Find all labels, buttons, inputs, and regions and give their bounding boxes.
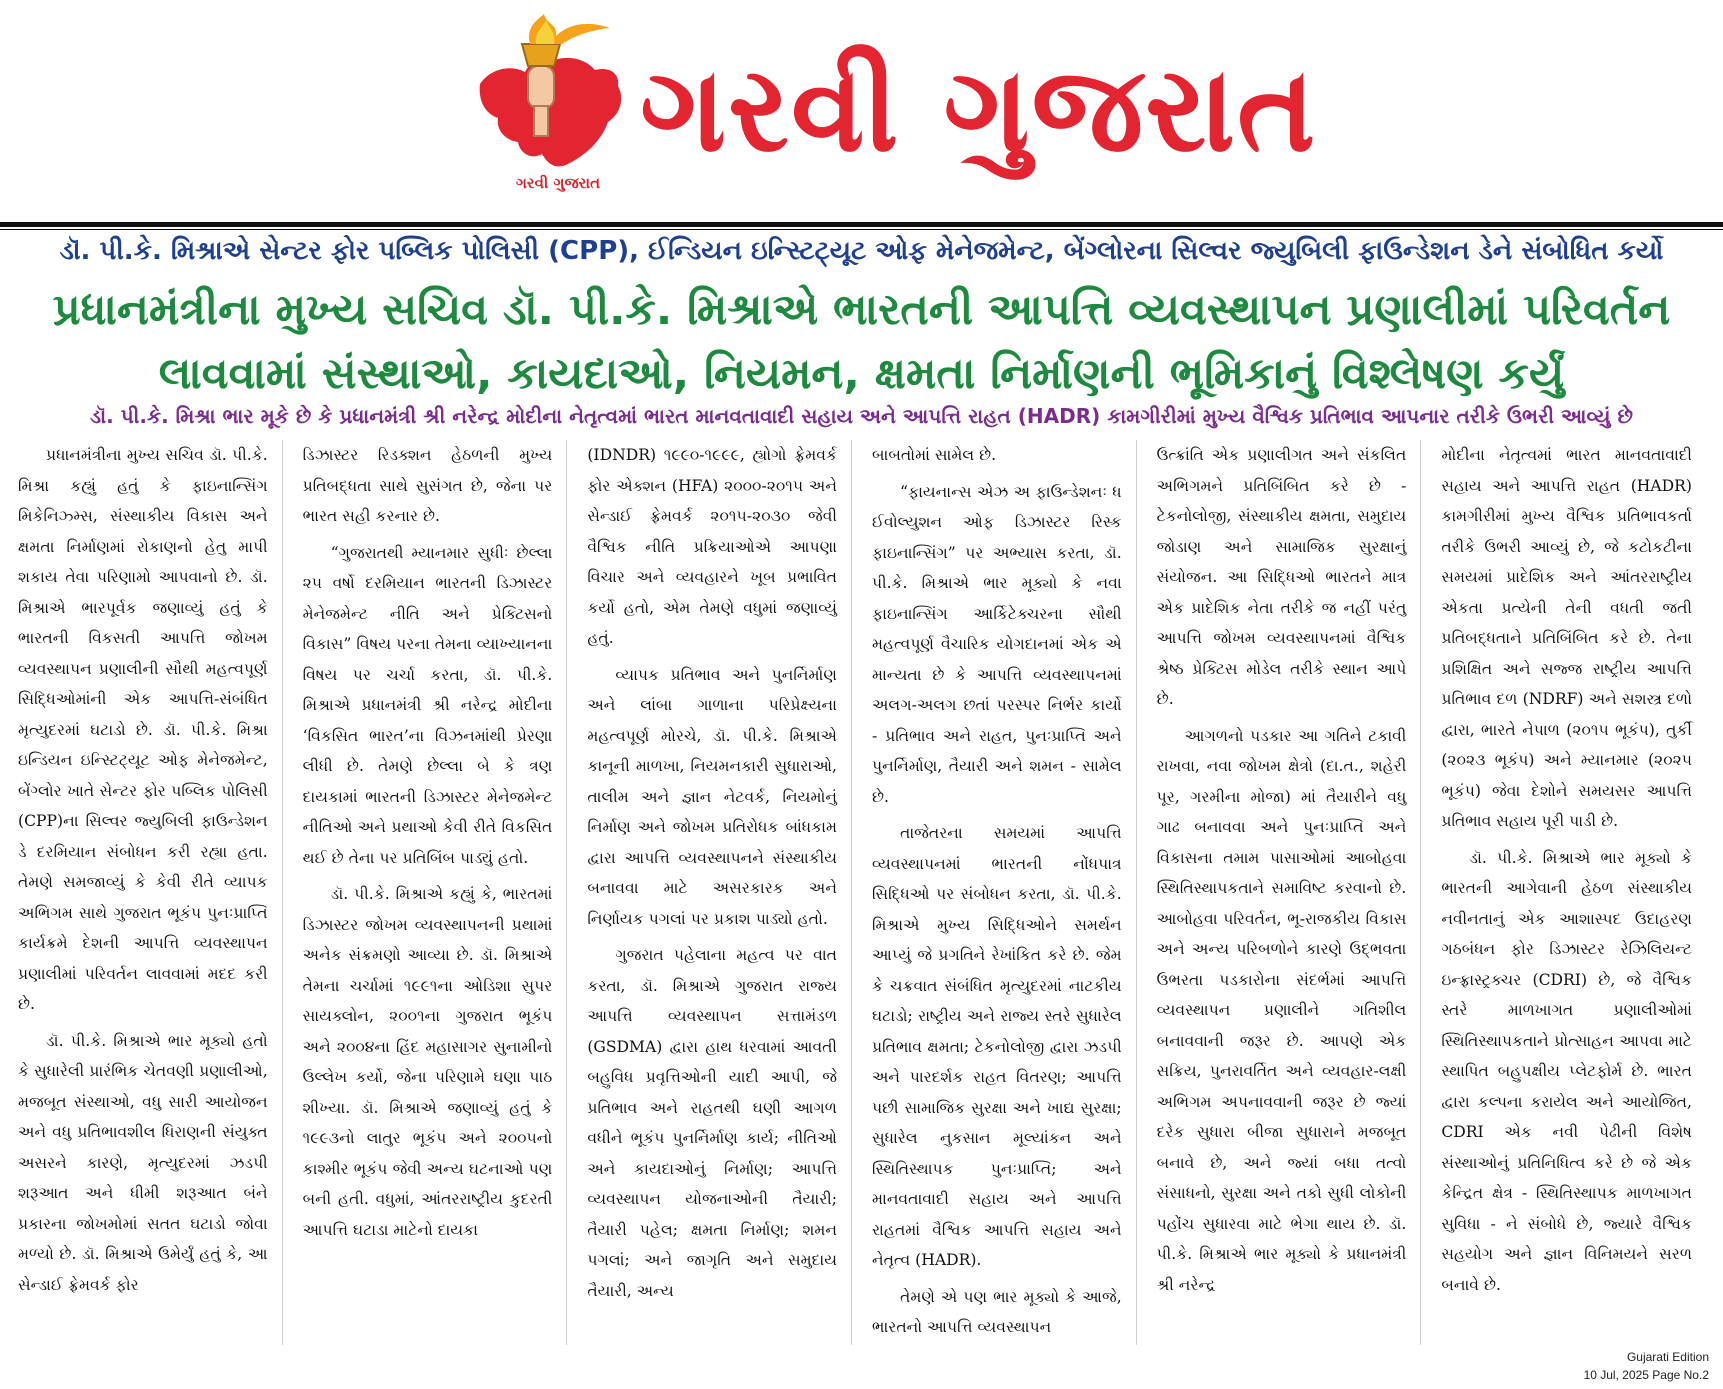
paragraph: બાબતોમાં સામેલ છે.: [871, 446, 997, 464]
article-body: [18, 440, 1706, 1345]
paragraph: (IDNDR) ૧૯૯૦-૧૯૯૯, હ્યોગો ફ્રેમવર્ક ફોર એક્શન (HFA) ૨૦૦૦-૨૦૧૫ અને સેન્ડાઈ ફ્રેમવર્ક ૨૦૧૫-૨૦૩૦ જેવી વૈશ્વિક નીતિ પ્રક્રિયાઓએ આપણા વિચાર અને વ્યવહારને ખૂબ પ્રભાવિત કર્યો હતો, એમ તેમણે વધુમાં જણાવ્યું હતું.: [587, 446, 837, 647]
body-column-4: [872, 440, 1137, 1345]
headline-line-1: પ્રધાનમંત્રીના મુખ્ય સચિવ ડૉ. પી.કે. મિશ્રાએ ભારતની આપત્તિ વ્યવસ્થાપન પ્રણાલીમાં પરિવર્તન: [52, 285, 1671, 335]
paragraph: તેમણે એ પણ ભાર મૂક્યો કે આજે, ભારતનો આપત્તિ વ્યવસ્થાપન: [871, 1287, 1122, 1336]
paragraph: “ફાયનાન્સ એઝ અ ફાઉન્ડેશનઃ ધ ઈવોલ્યુશન ઓફ ડિઝાસ્ટર રિસ્ક ફાઇનાન્સિંગ” પર અભ્યાસ કરતા, ડૉ. પી.કે. મિશ્રાએ ભાર મૂક્યો કે નવા ફાઇનાન્સિંગ આર્કિટેક્ચરના સૌથી મહત્વપૂર્ણ વૈચારિક યોગદાનમાં એક એ માન્યતા છે કે આપત્તિ વ્યવસ્થાપનમાં અલગ-અલગ છતાં પરસ્પર નિર્ભર કાર્યો - પ્રતિભાવ અને રાહત, પુનઃપ્રાપ્તિ અને પુનર્નિર્માણ, તૈયારી અને શમન - સામેલ છે.: [871, 482, 1122, 806]
logo-graphic: [470, 14, 630, 179]
paragraph: વ્યાપક પ્રતિભાવ અને પુનર્નિર્માણ અને લાંબા ગાળાના પરિપ્રેક્ષ્યના મહત્વપૂર્ણ મોરચે, ડૉ. પી.કે. મિશ્રાએ કાનૂની માળખા, નિયમનકારી સુધારાઓ, તાલીમ અને જ્ઞાન નેટવર્ક, નિયમોનું નિર્માણ અને જોખમ પ્રતિરોધક બાંધકામ દ્વારા આપત્તિ વ્યવસ્થાપનને સંસ્થાકીય બનાવવા માટે અસરકારક અને નિર્ણાયક પગલાં પર પ્રકાશ પાડ્યો હતો.: [587, 665, 837, 928]
body-column-2: [303, 440, 568, 1345]
masthead-title: ગરવી ગુજરાત: [640, 40, 1318, 178]
paragraph: ડૉ. પી.કે. મિશ્રાએ કહ્યું કે, ભારતમાં ડિઝાસ્ટર જોખમ વ્યવસ્થાપનની પ્રથામાં અનેક સંક્રમણો આવ્યા છે. ડૉ. મિશ્રાએ તેમના ચર્ચામાં ૧૯૯૧ના ઓડિશા સુપર સાયક્લોન, ૨૦૦૧ના ગુજરાત ભૂકંપ અને ૨૦૦૪ના હિંદ મહાસાગર સુનામીનો ઉલ્લેખ કર્યો, જેના પરિણામે ઘણા પાઠ શીખ્યા. ડૉ. મિશ્રાએ જણાવ્યું હતું કે ૧૯૯૩નો લાતુર ભૂકંપ અને ૨૦૦૫નો કાશ્મીર ભૂકંપ જેવી અન્ય ઘટનાઓ પણ બની હતી. વધુમાં, આંતરરાષ્ટ્રીય કુદરતી આપત્તિ ઘટાડા માટેનો દાયકા: [302, 885, 553, 1239]
masthead-rule-thin: [0, 229, 1723, 230]
paragraph: ડૉ. પી.કે. મિશ્રાએ ભાર મૂક્યો કે ભારતની આગેવાની હેઠળ સંસ્થાકીય નવીનતાનું એક આશાસ્પદ ઉદાહરણ ગઠબંધન ફોર ડિઝાસ્ટર રેઝિલિયન્ટ ઇન્ફ્રાસ્ટ્રક્ચર (CDRI) છે, જે વૈશ્વિક સ્તરે માળખાગત પ્રણાલીઓમાં સ્થિતિસ્થાપકતાને પ્રોત્સાહન આપવા માટે સ્થાપિત બહુપક્ષીય પ્લેટફોર્મ છે. ભારત દ્વારા કલ્પના કરાયેલ અને આયોજિત, CDRI એક નવી પેઢીની વિશેષ સંસ્થાઓનું પ્રતિનિધિત્વ કરે છે જે એક કેન્દ્રિત ક્ષેત્ર - સ્થિતિસ્થાપક માળખાગત સુવિધા - ને સંબોધે છે, જ્યારે વૈશ્વિક સહયોગ અને જ્ઞાન વિનિમયને સરળ બનાવે છે.: [1441, 848, 1692, 1294]
paragraph: ગુજરાત પહેલાના મહત્વ પર વાત કરતા, ડૉ. મિશ્રાએ ગુજરાત રાજ્ય આપત્તિ વ્યવસ્થાપન સત્તામંડળ (GSDMA) દ્વારા હાથ ધરવામાં આવતી બહુવિધ પ્રવૃત્તિઓની યાદી આપી, જે પ્રતિભાવ અને રાહતથી ઘણી આગળ વધીને ભૂકંપ પુનર્નિર્માણ કાર્ય; નીતિઓ અને કાયદાઓનું નિર્માણ; આપત્તિ વ્યવસ્થાપન યોજનાઓની તૈયારી; તૈયારી પહેલ; ક્ષમતા નિર્માણ; શમન પગલાં; અને જાગૃતિ અને સમુદાય તૈયારી, અન્ય: [587, 946, 837, 1300]
paragraph: મોદીના નેતૃત્વમાં ભારત માનવતાવાદી સહાય અને આપત્તિ રાહત (HADR) કામગીરીમાં મુખ્ય વૈશ્વિક પ્રતિભાવકર્તા તરીકે ઉભરી આવ્યું છે, જે કટોકટીના સમયમાં પ્રાદેશિક અને આંતરરાષ્ટ્રીય એકતા પ્રત્યેની તેની વધતી જતી પ્રતિબદ્ધતાને પ્રતિબિંબિત કરે છે. તેના પ્રશિક્ષિત અને સજ્જ રાષ્ટ્રીય આપત્તિ પ્રતિભાવ દળ (NDRF) અને સશસ્ત્ર દળો દ્વારા, ભારતે નેપાળ (૨૦૧૫ ભૂકંપ), તુર્કી (૨૦૨૩ ભૂકંપ) અને મ્યાનમાર (૨૦૨૫ ભૂકંપ) જેવા દેશોને સમયસર આપત્તિ પ્રતિભાવ સહાય પૂરી પાડી છે.: [1441, 446, 1692, 830]
body-column-6: [1441, 440, 1706, 1345]
body-column-3: [587, 440, 852, 1345]
paragraph: તાજેતરના સમયમાં આપત્તિ વ્યવસ્થાપનમાં ભારતની નોંધપાત્ર સિદ્ધિઓ પર સંબોધન કરતા, ડૉ. પી.કે. મિશ્રાએ મુખ્ય સિદ્ધિઓને સમર્થન આપ્યું જે પ્રગતિને રેખાંકિત કરે છે. જેમ કે ચક્રવાત સંબંધિત મૃત્યુદરમાં નાટકીય ઘટાડો; રાષ્ટ્રીય અને રાજ્ય સ્તરે સુધારેલ પ્રતિભાવ ક્ષમતા; ટેકનોલોજી દ્વારા ઝડપી અને પારદર્શક રાહત વિતરણ; આપત્તિ પછી સામાજિક સુરક્ષા અને ખાદ્ય સુરક્ષા; સુધારેલ નુકસાન મૂલ્યાંકન અને સ્થિતિસ્થાપક પુનઃપ્રાપ્તિ; અને માનવતાવાદી સહાય અને આપત્તિ રાહતમાં વૈશ્વિક આપત્તિ સહાય અને નેતૃત્વ (HADR).: [871, 824, 1122, 1269]
masthead: [0, 0, 1723, 222]
masthead-rule: [0, 222, 1723, 227]
article-kicker: ડૉ. પી.કે. મિશ્રાએ સેન્ટર ફોર પબ્લિક પોલિસી (CPP), ઈન્ડિયન ઇન્સ્ટિટ્યૂટ ઓફ મેનેજમેન્ટ, બેંગ્લોરના સિલ્વર જ્યુબિલી ફાઉન્ડેશન ડેને સંબોધિત કર્યો: [59, 236, 1664, 266]
article-subhead: ડૉ. પી.કે. મિશ્રા ભાર મૂકે છે કે પ્રધાનમંત્રી શ્રી નરેન્દ્ર મોદીના નેતૃત્વમાં ભારત માનવતાવાદી સહાય અને આપત્તિ રાહત (HADR) કામગીરીમાં મુખ્ય વૈશ્વિક પ્રતિભાવ આપનાર તરીકે ઉભરી આવ્યું છે: [90, 404, 1633, 428]
logo-caption: ગરવી ગુજરાત: [515, 174, 601, 192]
article-headline: [0, 278, 1723, 406]
headline-line-2: લાવવામાં સંસ્થાઓ, કાયદાઓ, નિયમન, ક્ષમતા નિર્માણની ભૂમિકાનું વિશ્લેષણ કર્યું: [158, 349, 1565, 399]
paragraph: ડૉ. પી.કે. મિશ્રાએ ભાર મૂક્યો હતો કે સુધારેલી પ્રારંભિક ચેતવણી પ્રણાલીઓ, મજબૂત સંસ્થાઓ, વધુ સારી આયોજન અને વધુ પ્રતિભાવશીલ ધિરાણની સંયુક્ત અસરને કારણે, મૃત્યુદરમાં ઝડપી શરૂઆત અને ધીમી શરૂઆત બંને પ્રકારના જોખમોમાં સતત ઘટાડો જોવા મળ્યો છે. ડૉ. મિશ્રાએ ઉમેર્યું હતું કે, આ સેન્ડાઈ ફ્રેમવર્ક ફોર: [18, 1031, 268, 1294]
paragraph: ડિઝાસ્ટર રિડક્શન હેઠળની મુખ્ય પ્રતિબદ્ધતા સાથે સુસંગત છે, જેના પર ભારત સહી કરનાર છે.: [302, 446, 553, 525]
paragraph: ઉત્ક્રાંતિ એક પ્રણાલીગત અને સંકલિત અભિગમને પ્રતિબિંબિત કરે છે - ટેકનોલોજી, સંસ્થાકીય ક્ષમતા, સમુદાય જોડાણ અને સામાજિક સુરક્ષાનું સંયોજન. આ સિદ્ધિઓ ભારતને માત્ર એક પ્રાદેશિક નેતા તરીકે જ નહીં પરંતુ આપત્તિ જોખમ વ્યવસ્થાપનમાં વૈશ્વિક શ્રેષ્ઠ પ્રેક્ટિસ મોડેલ તરીકે સ્થાન આપે છે.: [1156, 446, 1407, 708]
edition-label: Gujarati Edition: [1626, 1350, 1709, 1364]
torch-gujarat-map-icon: [470, 14, 630, 204]
paragraph: આગળનો પડકાર આ ગતિને ટકાવી રાખવા, નવા જોખમ ક્ષેત્રો (દા.ત., શહેરી પૂર, ગરમીના મોજા) માં તૈયારીને વધુ ગાઢ બનાવવા અને પુનઃપ્રાપ્તિ અને વિકાસના તમામ પાસાઓમાં આબોહવા સ્થિતિસ્થાપકતાને સમાવિષ્ટ કરવાનો છે. આબોહવા પરિવર્તન, ભૂ-રાજકીય વિકાસ અને અન્ય પરિબળોને કારણે ઉદ્ભવતા ઉભરતા પડકારોના સંદર્ભમાં આપત્તિ વ્યવસ્થાપન પ્રણાલીને ગતિશીલ બનાવવાની જરૂર છે. આપણે એક સક્રિય, પુનરાવર્તિત અને વ્યવહાર-લક્ષી અભિગમ અપનાવવાની જરૂર છે જ્યાં દરેક સુધારા બીજા સુધારાને મજબૂત બનાવે છે, અને જ્યાં બધા તત્વો સંસાધનો, સુરક્ષા અને તકો સુધી લોકોની પહોંચ સુધારવા માટે ભેગા થાય છે. ડૉ. પી.કે. મિશ્રાએ ભાર મૂક્યો કે પ્રધાનમંત્રી શ્રી નરેન્દ્ર: [1156, 726, 1407, 1294]
paragraph: પ્રધાનમંત્રીના મુખ્ય સચિવ ડૉ. પી.કે. મિશ્રા કહ્યું હતું કે ફાઇનાન્સિંગ મિકેનિઝ્મ્સ, સંસ્થાકીય વિકાસ અને ક્ષમતા નિર્માણમાં રોકાણનો હેતુ માપી શકાય તેવા પરિણામો આપવાનો છે. ડૉ. મિશ્રાએ ભારપૂર્વક જણાવ્યું હતું કે ભારતની વિકસતી આપત્તિ જોખમ વ્યવસ્થાપન પ્રણાલીની સૌથી મહત્વપૂર્ણ સિદ્ધિઓમાંની એક આપત્તિ-સંબંધિત મૃત્યુદરમાં ઘટાડો છે. ડૉ. પી.કે. મિશ્રા ઇન્ડિયન ઇન્સ્ટિટ્યૂટ ઓફ મેનેજમેન્ટ, બેંગ્લોર ખાતે સેન્ટર ફોર પબ્લિક પોલિસી (CPP)ના સિલ્વર જ્યુબિલી ફાઉન્ડેશન ડે દરમિયાન સંબોધન કરી રહ્યા હતા. તેમણે સમજાવ્યું કે કેવી રીતે વ્યાપક અભિગમ સાથે ગુજરાત ભૂકંપ પુનઃપ્રાપ્તિ કાર્યક્રમે દેશની આપત્તિ વ્યવસ્થાપન પ્રણાલીમાં પરિવર્તન લાવવામાં મદદ કરી છે.: [18, 446, 268, 1013]
body-column-5: [1157, 440, 1422, 1345]
paragraph: “ગુજરાતથી મ્યાનમાર સુધીઃ છેલ્લા ૨૫ વર્ષો દરમિયાન ભારતની ડિઝાસ્ટર મેનેજમેન્ટ નીતિ અને પ્રેક્ટિસનો વિકાસ” વિષય પરના તેમના વ્યાખ્યાનના વિષય પર ચર્ચા કરતા, ડૉ. પી.કે. મિશ્રાએ પ્રધાનમંત્રી શ્રી નરેન્દ્ર મોદીના ‘વિકસિત ભારત’ના વિઝનમાંથી પ્રેરણા લીધી છે. તેમણે છેલ્લા બે કે ત્રણ દાયકામાં ભારતની ડિઝાસ્ટર મેનેજમેન્ટ નીતિઓ અને પ્રથાઓ કેવી રીતે વિકસિત થઈ છે તેના પર પ્રતિબિંબ પાડ્યું હતો.: [302, 543, 553, 867]
body-column-1: [18, 440, 283, 1345]
date-page-label: 10 Jul, 2025 Page No.2: [1583, 1368, 1709, 1382]
page-footer: [1584, 1348, 1709, 1384]
